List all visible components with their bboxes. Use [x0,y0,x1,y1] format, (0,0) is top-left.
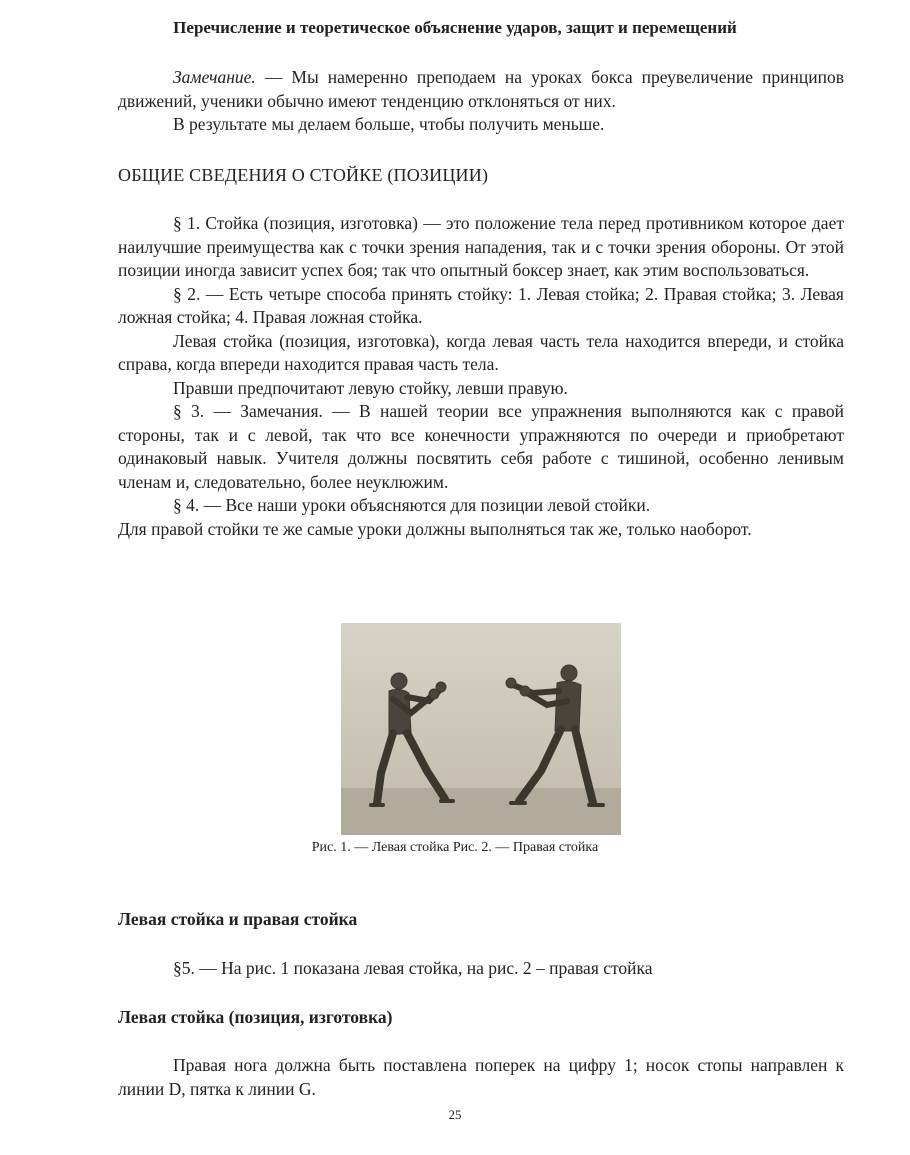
intro-note [118,66,844,113]
subsection-title-1: Левая стойка и правая стойка [118,909,358,929]
figure-caption: Рис. 1. — Левая стойка Рис. 2. — Правая стойка [311,840,599,855]
subsection-1-text: §5. — На рис. 1 показана левая стойка, на рис. 2 – правая стойка [173,958,653,978]
paragraph-5: § 3. — Замечания. — В нашей теории все упражнения выполняются как с правой стороны, так и с левой, так что все конечности упражняются по очереди и приобретают одинаковый навык. Учителя должны посвятить себя работе с тишиной, особенно ленивым членам и, следовательно, более неуклюжим. [118,401,844,492]
paragraph-2: § 2. — Есть четыре способа принять стойку: 1. Левая стойка; 2. Правая стойка; 3. Левая ложная стойка; 4. Правая ложная стойка. [118,283,844,327]
note-label: Замечание. [173,67,256,87]
page-number: 25 [448,1107,462,1122]
paragraph-4: Правши предпочитают левую стойку, левши правую. [173,377,568,398]
note-text: — Мы намеренно преподаем на уроках бокса преувеличение принципов движений, ученики обычно имеют тенденцию отклоняться от них. [118,67,844,111]
subsection-title-2: Левая стойка (позиция, изготовка) [118,1007,393,1027]
page-header: Перечисление и теоретическое объяснение ударов, защит и перемещений [173,18,737,37]
subsection-2-text: Правая нога должна быть поставлена поперек на цифру 1; носок стопы направлен к линии D, пятка к линии G. [118,1055,844,1099]
boxers-illustration [341,623,621,835]
paragraph-1: § 1. Стойка (позиция, изготовка) — это положение тела перед противником которое дает наилучшие преимущества как с точки зрения нападения, так и с точки зрения обороны. От этой позиции иногда зависит успех боя; так что опытный боксер знает, как этим воспользоваться. [118,213,844,280]
intro-block [118,66,844,137]
section-title: ОБЩИЕ СВЕДЕНИЯ О СТОЙКЕ (ПОЗИЦИИ) [118,165,489,185]
body-block [118,212,844,541]
paragraph-7: Для правой стойки те же самые уроки должны выполняться так же, только наоборот. [118,518,752,539]
boxing-stance-photo [341,623,621,835]
paragraph-6: § 4. — Все наши уроки объясняются для позиции левой стойки. [173,495,651,515]
paragraph-3: Левая стойка (позиция, изготовка), когда левая часть тела находится впереди, и стойка справа, когда впереди находится правая часть тела. [118,330,844,374]
subsection-1-text-block [118,957,844,981]
subsection-2-text-block [118,1054,844,1101]
intro-line2: В результате мы делаем больше, чтобы получить меньше. [173,114,605,134]
